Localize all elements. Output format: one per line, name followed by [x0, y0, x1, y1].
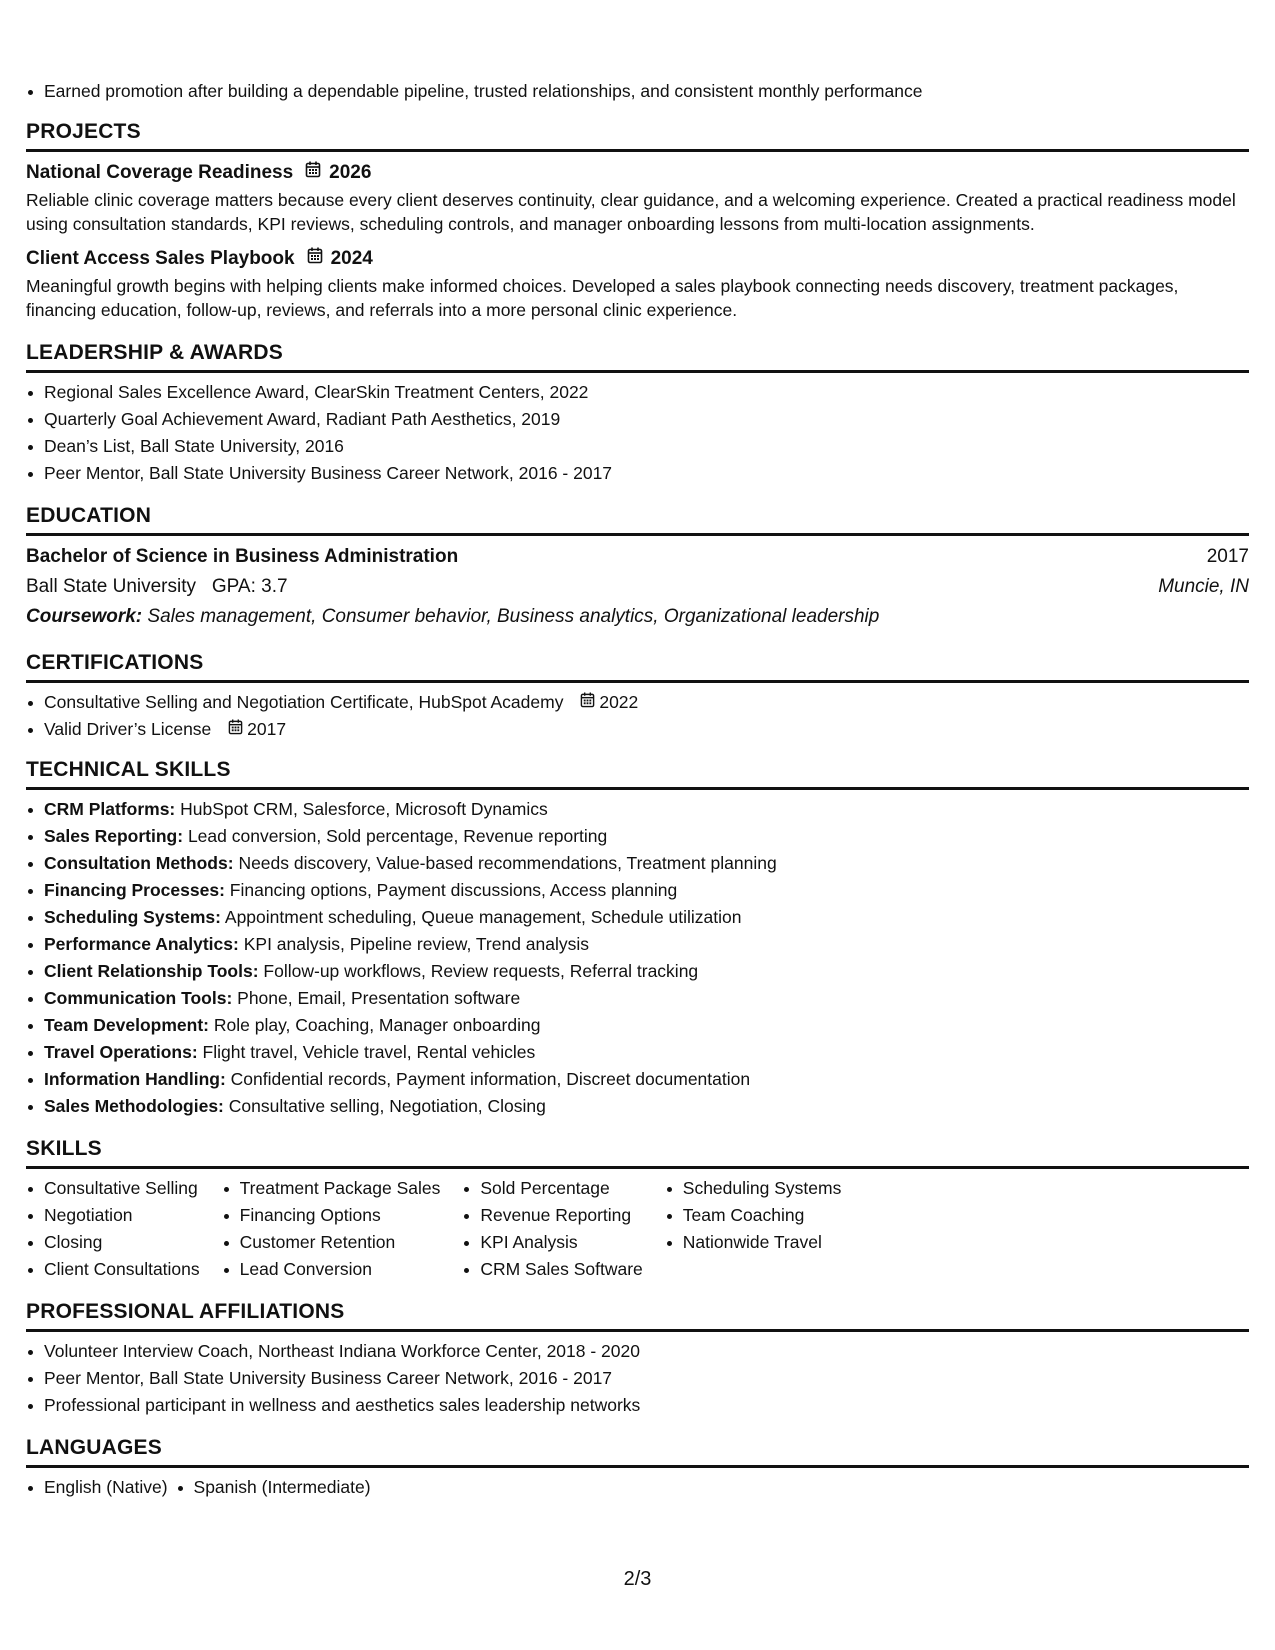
list-item [44, 877, 1249, 904]
calendar-icon [580, 689, 595, 716]
list-item: Quarterly Goal Achievement Award, Radiant Path Aesthetics, 2019 [44, 406, 1249, 433]
degree-title: Bachelor of Science in Business Administration [26, 546, 459, 567]
affiliations-heading: PROFESSIONAL AFFILIATIONS [26, 1299, 1249, 1332]
list-item: Revenue Reporting [480, 1202, 642, 1229]
list-item: Spanish (Intermediate) [194, 1474, 371, 1501]
list-item [44, 823, 1249, 850]
skill-category: Travel Operations: [44, 1042, 198, 1062]
certification-name: Consultative Selling and Negotiation Certificate, HubSpot Academy [44, 692, 564, 712]
skill-values: Lead conversion, Sold percentage, Revenue reporting [187, 826, 608, 846]
skill-category: Sales Reporting: [44, 826, 184, 846]
school-gpa [26, 572, 288, 602]
certification-date [228, 716, 286, 743]
skill-category: CRM Platforms: [44, 799, 176, 819]
skill-values: HubSpot CRM, Salesforce, Microsoft Dynamics [180, 799, 548, 819]
list-item: Customer Retention [240, 1229, 441, 1256]
list-item [44, 1012, 1249, 1039]
page-number: 2/3 [623, 1568, 652, 1590]
skill-values: Follow-up workflows, Review requests, Referral tracking [263, 961, 699, 981]
certification-date [580, 689, 638, 716]
coursework-label: Coursework: [26, 606, 143, 627]
list-item: Nationwide Travel [683, 1229, 842, 1256]
skill-values: Appointment scheduling, Queue management, Schedule utilization [224, 907, 742, 927]
project-title-row [26, 246, 1249, 272]
education-degree-row [26, 542, 1249, 572]
skill-category: Information Handling: [44, 1069, 226, 1089]
skill-category: Sales Methodologies: [44, 1096, 224, 1116]
list-item: Professional participant in wellness and aesthetics sales leadership networks [44, 1392, 1249, 1419]
project-year: 2024 [330, 248, 373, 269]
list-item [44, 689, 1249, 716]
certifications-list [26, 689, 1249, 743]
experience-bullet-list [26, 78, 1249, 105]
skill-values: Financing options, Payment discussions, Access planning [229, 880, 678, 900]
project-description: Meaningful growth begins with helping clients make informed choices. Developed a sales playbook connecting needs discovery, treatment packages, financing education, follow-up, reviews, and referrals into a more personal clinic experience. [26, 276, 1179, 320]
coursework [26, 602, 1249, 632]
list-item: English (Native) [44, 1474, 168, 1501]
skill-values: KPI analysis, Pipeline review, Trend analysis [243, 934, 590, 954]
certification-name: Valid Driver’s License [44, 719, 212, 739]
skill-category: Client Relationship Tools: [44, 961, 259, 981]
project-item [26, 160, 1249, 236]
list-item [44, 1039, 1249, 1066]
list-item: Lead Conversion [240, 1256, 441, 1283]
list-item: Negotiation [44, 1202, 200, 1229]
list-item: Closing [44, 1229, 200, 1256]
coursework-list: Sales management, Consumer behavior, Business analytics, Organizational leadership [147, 606, 880, 627]
skills-column [222, 1175, 441, 1283]
list-item: Scheduling Systems [683, 1175, 842, 1202]
skills-column [26, 1175, 200, 1283]
list-item: Client Consultations [44, 1256, 200, 1283]
calendar-icon [305, 160, 321, 186]
education-entry [26, 542, 1249, 632]
list-item: Volunteer Interview Coach, Northeast Indiana Workforce Center, 2018 - 2020 [44, 1338, 1249, 1365]
projects-heading: PROJECTS [26, 119, 1249, 152]
skill-category: Financing Processes: [44, 880, 225, 900]
skills-column [665, 1175, 842, 1283]
project-year: 2026 [329, 162, 372, 183]
leadership-list [26, 379, 1249, 487]
list-item [44, 985, 1249, 1012]
skill-values: Role play, Coaching, Manager onboarding [213, 1015, 541, 1035]
certification-year: 2017 [247, 719, 287, 739]
experience-bullet: Earned promotion after building a dependable pipeline, trusted relationships, and consistent monthly performance [44, 78, 1249, 105]
skill-category: Performance Analytics: [44, 934, 239, 954]
list-item: Financing Options [240, 1202, 441, 1229]
skill-category: Team Development: [44, 1015, 209, 1035]
list-item [44, 1093, 1249, 1120]
list-item [44, 1066, 1249, 1093]
skill-category: Consultation Methods: [44, 853, 234, 873]
project-title-row [26, 160, 1249, 186]
education-school-row [26, 572, 1249, 602]
list-item [44, 958, 1249, 985]
list-item: Peer Mentor, Ball State University Business Career Network, 2016 - 2017 [44, 1365, 1249, 1392]
calendar-icon [228, 716, 243, 743]
skill-values: Needs discovery, Value-based recommendations, Treatment planning [238, 853, 777, 873]
skill-values: Flight travel, Vehicle travel, Rental vehicles [202, 1042, 536, 1062]
school-location: Muncie, IN [1158, 576, 1249, 597]
project-title: National Coverage Readiness [26, 162, 294, 183]
list-item [44, 796, 1249, 823]
gpa: GPA: 3.7 [211, 576, 288, 597]
skill-category: Communication Tools: [44, 988, 233, 1008]
skills-column [462, 1175, 642, 1283]
leadership-heading: LEADERSHIP & AWARDS [26, 340, 1249, 373]
project-description: Reliable clinic coverage matters because every client deserves continuity, clear guidance, and a welcoming experience. Created a practical readiness model using consultation standards, KPI reviews, scheduling controls, and manager onboarding lessons from multi-location assignments. [26, 190, 1236, 234]
project-item [26, 246, 1249, 322]
list-item: Treatment Package Sales [240, 1175, 441, 1202]
list-item: Peer Mentor, Ball State University Business Career Network, 2016 - 2017 [44, 460, 1249, 487]
list-item: Sold Percentage [480, 1175, 642, 1202]
list-item [44, 904, 1249, 931]
skill-values: Consultative selling, Negotiation, Closing [228, 1096, 546, 1116]
school-name: Ball State University [26, 576, 197, 597]
technical-skills-heading: TECHNICAL SKILLS [26, 757, 1249, 790]
graduation-year: 2017 [1206, 546, 1249, 567]
affiliations-list [26, 1338, 1249, 1419]
skills-heading: SKILLS [26, 1136, 1249, 1169]
list-item: Team Coaching [683, 1202, 842, 1229]
calendar-icon [307, 246, 323, 272]
skills-grid [26, 1175, 1249, 1283]
resume-page [26, 0, 1249, 1501]
list-item [44, 931, 1249, 958]
list-item: Consultative Selling [44, 1175, 200, 1202]
list-item: Regional Sales Excellence Award, ClearSkin Treatment Centers, 2022 [44, 379, 1249, 406]
list-item: KPI Analysis [480, 1229, 642, 1256]
languages-heading: LANGUAGES [26, 1435, 1249, 1468]
languages-list [26, 1474, 1249, 1501]
list-item [44, 850, 1249, 877]
certifications-heading: CERTIFICATIONS [26, 650, 1249, 683]
skill-category: Scheduling Systems: [44, 907, 221, 927]
skill-values: Confidential records, Payment information, Discreet documentation [230, 1069, 751, 1089]
skill-values: Phone, Email, Presentation software [237, 988, 521, 1008]
list-item: CRM Sales Software [480, 1256, 642, 1283]
list-item: Dean’s List, Ball State University, 2016 [44, 433, 1249, 460]
education-heading: EDUCATION [26, 503, 1249, 536]
certification-year: 2022 [599, 692, 639, 712]
technical-skills-list [26, 796, 1249, 1120]
list-item [44, 716, 1249, 743]
project-title: Client Access Sales Playbook [26, 248, 295, 269]
